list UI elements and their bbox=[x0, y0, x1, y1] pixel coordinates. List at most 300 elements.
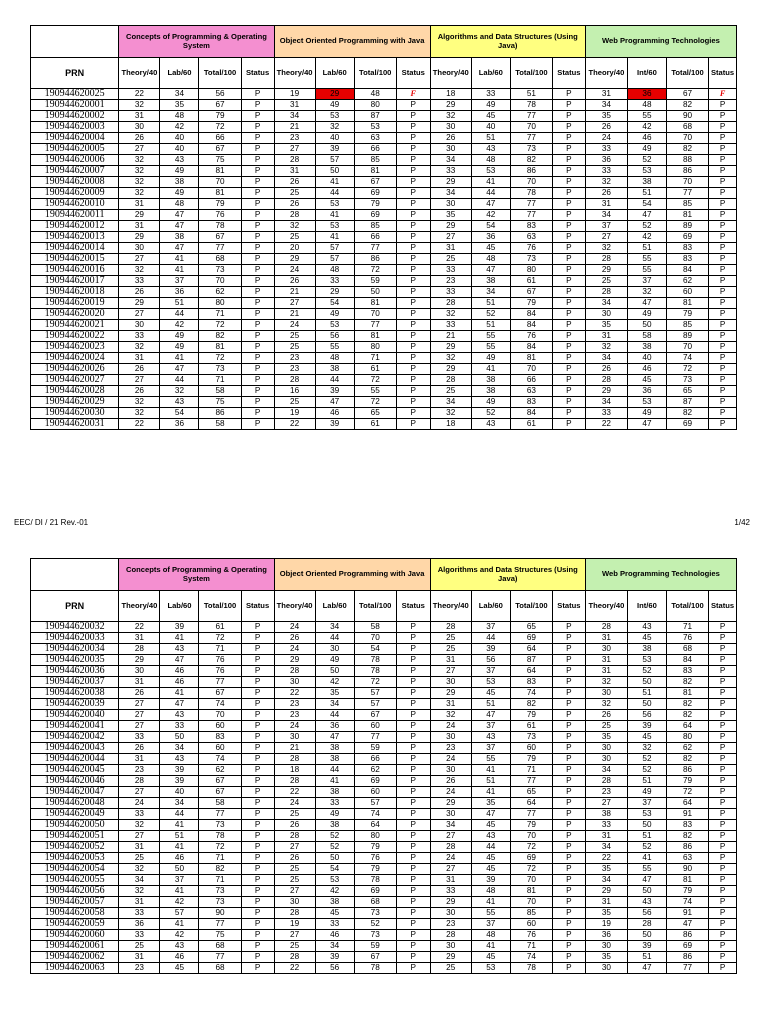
mark-cell: 49 bbox=[627, 787, 666, 798]
status-cell: P bbox=[241, 144, 274, 155]
results-table-top bbox=[30, 25, 737, 430]
mark-cell: 28 bbox=[274, 831, 315, 842]
mark-cell: 52 bbox=[354, 919, 396, 930]
mark-cell: 32 bbox=[430, 111, 471, 122]
mark-cell: 59 bbox=[354, 276, 396, 287]
mark-cell: 87 bbox=[666, 397, 708, 408]
mark-cell: 48 bbox=[160, 111, 199, 122]
col-header: Int/60 bbox=[627, 591, 666, 622]
mark-cell: 26 bbox=[274, 820, 315, 831]
mark-cell: 30 bbox=[274, 897, 315, 908]
mark-cell: 26 bbox=[119, 743, 160, 754]
prn-cell: 190944620032 bbox=[31, 622, 119, 633]
mark-cell: 77 bbox=[354, 732, 396, 743]
mark-cell: 29 bbox=[119, 232, 160, 243]
mark-cell: 31 bbox=[430, 655, 471, 666]
mark-cell: 52 bbox=[627, 221, 666, 232]
mark-cell: 46 bbox=[315, 930, 354, 941]
mark-cell: 40 bbox=[627, 353, 666, 364]
mark-cell: 83 bbox=[666, 666, 708, 677]
mark-cell: 36 bbox=[585, 155, 627, 166]
prn-cell: 190944620028 bbox=[31, 386, 119, 397]
mark-cell: 33 bbox=[430, 886, 471, 897]
mark-cell: 28 bbox=[585, 776, 627, 787]
mark-cell: 30 bbox=[119, 122, 160, 133]
mark-cell: 32 bbox=[430, 710, 471, 721]
mark-cell: 68 bbox=[199, 963, 241, 974]
mark-cell: 80 bbox=[354, 342, 396, 353]
mark-cell: 51 bbox=[160, 831, 199, 842]
mark-cell: 84 bbox=[510, 320, 552, 331]
status-cell: P bbox=[709, 765, 737, 776]
mark-cell: 73 bbox=[199, 820, 241, 831]
mark-cell: 80 bbox=[510, 265, 552, 276]
status-cell: P bbox=[709, 831, 737, 842]
mark-cell: 26 bbox=[119, 133, 160, 144]
mark-cell: 74 bbox=[666, 353, 708, 364]
mark-cell: 65 bbox=[510, 622, 552, 633]
mark-cell: 23 bbox=[274, 699, 315, 710]
mark-cell: 24 bbox=[430, 754, 471, 765]
mark-cell: 81 bbox=[510, 886, 552, 897]
mark-cell: 64 bbox=[510, 666, 552, 677]
mark-cell: 47 bbox=[160, 655, 199, 666]
status-cell: P bbox=[241, 622, 274, 633]
mark-cell: 30 bbox=[430, 122, 471, 133]
mark-cell: 43 bbox=[471, 144, 510, 155]
status-cell: P bbox=[709, 655, 737, 666]
mark-cell: 36 bbox=[471, 232, 510, 243]
mark-cell: 29 bbox=[274, 655, 315, 666]
status-cell: P bbox=[396, 287, 430, 298]
status-cell: P bbox=[552, 364, 585, 375]
mark-cell: 73 bbox=[666, 375, 708, 386]
status-cell: P bbox=[709, 375, 737, 386]
mark-cell: 24 bbox=[274, 622, 315, 633]
status-cell: P bbox=[552, 897, 585, 908]
mark-cell: 36 bbox=[160, 287, 199, 298]
status-cell: P bbox=[241, 408, 274, 419]
mark-cell: 30 bbox=[274, 732, 315, 743]
mark-cell: 25 bbox=[585, 276, 627, 287]
mark-cell: 27 bbox=[585, 798, 627, 809]
mark-cell: 82 bbox=[666, 710, 708, 721]
mark-cell: 64 bbox=[354, 820, 396, 831]
mark-cell: 52 bbox=[627, 765, 666, 776]
mark-cell: 44 bbox=[160, 309, 199, 320]
mark-cell: 43 bbox=[627, 897, 666, 908]
mark-cell: 32 bbox=[585, 699, 627, 710]
mark-cell: 74 bbox=[354, 809, 396, 820]
status-cell: P bbox=[396, 188, 430, 199]
mark-cell: 79 bbox=[354, 864, 396, 875]
mark-cell: 46 bbox=[627, 133, 666, 144]
mark-cell: 76 bbox=[199, 666, 241, 677]
mark-cell: 46 bbox=[160, 952, 199, 963]
status-cell: P bbox=[241, 133, 274, 144]
status-cell: P bbox=[241, 397, 274, 408]
table-row bbox=[31, 177, 737, 188]
mark-cell: 46 bbox=[160, 666, 199, 677]
mark-cell: 52 bbox=[471, 309, 510, 320]
status-cell: P bbox=[552, 655, 585, 666]
status-cell: P bbox=[709, 908, 737, 919]
mark-cell: 49 bbox=[315, 309, 354, 320]
mark-cell: 37 bbox=[471, 919, 510, 930]
mark-cell: 43 bbox=[160, 644, 199, 655]
col-header: Lab/60 bbox=[315, 58, 354, 89]
mark-cell: 39 bbox=[160, 765, 199, 776]
mark-cell: 82 bbox=[199, 864, 241, 875]
status-cell: P bbox=[552, 254, 585, 265]
mark-cell: 76 bbox=[510, 243, 552, 254]
mark-cell: 29 bbox=[119, 298, 160, 309]
mark-cell: 67 bbox=[199, 232, 241, 243]
mark-cell: 29 bbox=[119, 210, 160, 221]
mark-cell: 69 bbox=[354, 776, 396, 787]
subject-header-oopj: Object Oriented Programming with Java bbox=[274, 26, 430, 58]
mark-cell: 77 bbox=[199, 677, 241, 688]
mark-cell: 70 bbox=[354, 633, 396, 644]
mark-cell: 52 bbox=[315, 831, 354, 842]
status-cell: P bbox=[241, 287, 274, 298]
mark-cell: 29 bbox=[430, 100, 471, 111]
mark-cell: 32 bbox=[274, 221, 315, 232]
status-cell: P bbox=[241, 199, 274, 210]
subject-header-wpt: Web Programming Technologies bbox=[585, 559, 736, 591]
status-cell: P bbox=[709, 254, 737, 265]
mark-cell: 27 bbox=[430, 864, 471, 875]
mark-cell: 45 bbox=[471, 243, 510, 254]
status-cell: P bbox=[709, 232, 737, 243]
mark-cell: 79 bbox=[354, 199, 396, 210]
mark-cell: 51 bbox=[160, 298, 199, 309]
status-cell: P bbox=[241, 688, 274, 699]
status-cell: P bbox=[396, 386, 430, 397]
mark-cell: 28 bbox=[274, 210, 315, 221]
mark-cell: 41 bbox=[315, 177, 354, 188]
status-cell: P bbox=[709, 809, 737, 820]
mark-cell: 32 bbox=[119, 342, 160, 353]
mark-cell: 33 bbox=[119, 276, 160, 287]
mark-cell: 70 bbox=[666, 177, 708, 188]
mark-cell: 31 bbox=[585, 199, 627, 210]
status-cell: P bbox=[552, 908, 585, 919]
status-cell: P bbox=[241, 809, 274, 820]
mark-cell: 47 bbox=[471, 710, 510, 721]
mark-cell: 47 bbox=[471, 199, 510, 210]
mark-cell: 53 bbox=[471, 963, 510, 974]
mark-cell: 72 bbox=[199, 353, 241, 364]
mark-cell: 70 bbox=[510, 831, 552, 842]
mark-cell: 60 bbox=[354, 721, 396, 732]
mark-cell: 78 bbox=[354, 666, 396, 677]
mark-cell: 34 bbox=[160, 743, 199, 754]
mark-cell: 33 bbox=[119, 331, 160, 342]
mark-cell: 27 bbox=[119, 254, 160, 265]
mark-cell: 77 bbox=[510, 210, 552, 221]
mark-cell: 58 bbox=[199, 386, 241, 397]
status-cell: P bbox=[241, 155, 274, 166]
table-row bbox=[31, 364, 737, 375]
status-cell: P bbox=[396, 699, 430, 710]
mark-cell: 78 bbox=[199, 221, 241, 232]
mark-cell: 34 bbox=[315, 622, 354, 633]
status-cell: P bbox=[241, 743, 274, 754]
status-cell: P bbox=[241, 89, 274, 100]
col-header: Theory/40 bbox=[119, 591, 160, 622]
mark-cell: 73 bbox=[510, 732, 552, 743]
mark-cell: 85 bbox=[666, 199, 708, 210]
mark-cell: 70 bbox=[199, 710, 241, 721]
mark-cell: 77 bbox=[666, 188, 708, 199]
prn-cell: 190944620024 bbox=[31, 353, 119, 364]
mark-cell: 62 bbox=[354, 765, 396, 776]
mark-cell: 48 bbox=[471, 254, 510, 265]
mark-cell: 27 bbox=[119, 787, 160, 798]
status-cell: P bbox=[552, 298, 585, 309]
status-cell: F bbox=[396, 89, 430, 100]
mark-cell: 49 bbox=[160, 342, 199, 353]
mark-cell: 70 bbox=[666, 133, 708, 144]
mark-cell: 70 bbox=[510, 122, 552, 133]
mark-cell: 26 bbox=[274, 177, 315, 188]
mark-cell: 50 bbox=[315, 666, 354, 677]
mark-cell: 80 bbox=[354, 831, 396, 842]
mark-cell: 64 bbox=[666, 798, 708, 809]
status-cell: P bbox=[241, 111, 274, 122]
mark-cell: 81 bbox=[666, 688, 708, 699]
status-cell: P bbox=[241, 177, 274, 188]
prn-cell: 190944620036 bbox=[31, 666, 119, 677]
mark-cell: 38 bbox=[315, 754, 354, 765]
mark-cell: 38 bbox=[315, 787, 354, 798]
mark-cell: 44 bbox=[315, 633, 354, 644]
status-cell: P bbox=[396, 243, 430, 254]
mark-cell: 37 bbox=[471, 666, 510, 677]
col-header: Status bbox=[709, 591, 737, 622]
status-cell: P bbox=[396, 941, 430, 952]
mark-cell: 63 bbox=[666, 853, 708, 864]
col-header: Lab/60 bbox=[315, 591, 354, 622]
mark-cell: 54 bbox=[315, 864, 354, 875]
mark-cell: 49 bbox=[471, 100, 510, 111]
mark-cell: 82 bbox=[666, 408, 708, 419]
mark-cell: 70 bbox=[199, 276, 241, 287]
table-row bbox=[31, 754, 737, 765]
mark-cell: 51 bbox=[471, 776, 510, 787]
table-row bbox=[31, 963, 737, 974]
mark-cell: 29 bbox=[315, 287, 354, 298]
mark-cell: 31 bbox=[119, 952, 160, 963]
mark-cell: 32 bbox=[119, 820, 160, 831]
mark-cell: 79 bbox=[199, 111, 241, 122]
prn-cell: 190944620021 bbox=[31, 320, 119, 331]
mark-cell: 90 bbox=[666, 864, 708, 875]
mark-cell: 41 bbox=[160, 353, 199, 364]
mark-cell: 43 bbox=[160, 941, 199, 952]
status-cell: P bbox=[709, 732, 737, 743]
table-row bbox=[31, 710, 737, 721]
mark-cell: 27 bbox=[274, 930, 315, 941]
mark-cell: 32 bbox=[119, 864, 160, 875]
mark-cell: 27 bbox=[119, 721, 160, 732]
mark-cell: 26 bbox=[119, 688, 160, 699]
page-number: 1/42 bbox=[734, 518, 750, 527]
mark-cell: 31 bbox=[119, 842, 160, 853]
prn-cell: 190944620025 bbox=[31, 89, 119, 100]
mark-cell: 22 bbox=[119, 89, 160, 100]
status-cell: P bbox=[241, 375, 274, 386]
mark-cell: 30 bbox=[119, 320, 160, 331]
mark-cell: 37 bbox=[471, 743, 510, 754]
status-cell: P bbox=[241, 210, 274, 221]
status-cell: P bbox=[241, 254, 274, 265]
status-cell: P bbox=[552, 952, 585, 963]
mark-cell: 51 bbox=[627, 188, 666, 199]
mark-cell: 41 bbox=[160, 688, 199, 699]
table-row bbox=[31, 386, 737, 397]
table-row bbox=[31, 111, 737, 122]
status-cell: P bbox=[241, 221, 274, 232]
mark-cell: 29 bbox=[430, 342, 471, 353]
status-cell: P bbox=[396, 155, 430, 166]
status-cell: P bbox=[552, 919, 585, 930]
status-cell: P bbox=[709, 419, 737, 430]
mark-cell: 62 bbox=[199, 287, 241, 298]
mark-cell: 47 bbox=[627, 210, 666, 221]
mark-cell: 38 bbox=[627, 644, 666, 655]
mark-cell: 72 bbox=[510, 842, 552, 853]
status-cell: P bbox=[552, 743, 585, 754]
mark-cell: 25 bbox=[274, 941, 315, 952]
status-cell: P bbox=[241, 232, 274, 243]
mark-cell: 27 bbox=[119, 710, 160, 721]
col-header: Status bbox=[396, 591, 430, 622]
mark-cell: 23 bbox=[430, 743, 471, 754]
col-header: Theory/40 bbox=[430, 58, 471, 89]
mark-cell: 56 bbox=[471, 655, 510, 666]
mark-cell: 35 bbox=[585, 864, 627, 875]
mark-cell: 28 bbox=[274, 952, 315, 963]
mark-cell: 81 bbox=[199, 342, 241, 353]
status-cell: P bbox=[552, 265, 585, 276]
col-header: Total/100 bbox=[199, 58, 241, 89]
table-row bbox=[31, 919, 737, 930]
mark-cell: 56 bbox=[315, 963, 354, 974]
mark-cell: 32 bbox=[119, 408, 160, 419]
mark-cell: 69 bbox=[354, 886, 396, 897]
status-cell: P bbox=[241, 243, 274, 254]
mark-cell: 19 bbox=[274, 89, 315, 100]
mark-cell: 32 bbox=[430, 353, 471, 364]
status-cell: P bbox=[709, 622, 737, 633]
status-cell: P bbox=[241, 897, 274, 908]
mark-cell: 68 bbox=[666, 122, 708, 133]
mark-cell: 70 bbox=[510, 364, 552, 375]
mark-cell: 32 bbox=[585, 677, 627, 688]
mark-cell: 29 bbox=[430, 897, 471, 908]
mark-cell: 29 bbox=[315, 89, 354, 100]
mark-cell: 71 bbox=[666, 622, 708, 633]
mark-cell: 83 bbox=[666, 254, 708, 265]
mark-cell: 39 bbox=[627, 941, 666, 952]
mark-cell: 78 bbox=[510, 188, 552, 199]
mark-cell: 29 bbox=[585, 886, 627, 897]
mark-cell: 57 bbox=[160, 908, 199, 919]
table-row bbox=[31, 633, 737, 644]
status-cell: P bbox=[241, 699, 274, 710]
mark-cell: 38 bbox=[471, 276, 510, 287]
mark-cell: 72 bbox=[354, 375, 396, 386]
mark-cell: 66 bbox=[354, 232, 396, 243]
mark-cell: 76 bbox=[199, 210, 241, 221]
mark-cell: 32 bbox=[119, 177, 160, 188]
mark-cell: 82 bbox=[666, 699, 708, 710]
mark-cell: 47 bbox=[160, 243, 199, 254]
mark-cell: 29 bbox=[430, 688, 471, 699]
status-cell: P bbox=[552, 100, 585, 111]
mark-cell: 23 bbox=[274, 133, 315, 144]
mark-cell: 42 bbox=[160, 897, 199, 908]
mark-cell: 43 bbox=[160, 397, 199, 408]
mark-cell: 45 bbox=[471, 853, 510, 864]
mark-cell: 69 bbox=[510, 853, 552, 864]
table-row bbox=[31, 100, 737, 111]
mark-cell: 28 bbox=[430, 930, 471, 941]
mark-cell: 33 bbox=[430, 166, 471, 177]
table-row bbox=[31, 941, 737, 952]
mark-cell: 25 bbox=[274, 809, 315, 820]
mark-cell: 52 bbox=[471, 408, 510, 419]
status-cell: P bbox=[241, 309, 274, 320]
mark-cell: 79 bbox=[666, 776, 708, 787]
status-cell: P bbox=[241, 166, 274, 177]
mark-cell: 47 bbox=[160, 364, 199, 375]
col-header: Theory/40 bbox=[274, 58, 315, 89]
mark-cell: 77 bbox=[199, 809, 241, 820]
mark-cell: 61 bbox=[510, 276, 552, 287]
mark-cell: 60 bbox=[510, 743, 552, 754]
col-header: Theory/40 bbox=[119, 58, 160, 89]
table-row bbox=[31, 122, 737, 133]
prn-cell: 190944620029 bbox=[31, 397, 119, 408]
status-cell: P bbox=[709, 699, 737, 710]
status-cell: P bbox=[396, 133, 430, 144]
form-reference: EEC/ DI / 21 Rev.-01 bbox=[14, 518, 89, 527]
mark-cell: 89 bbox=[666, 331, 708, 342]
status-cell: P bbox=[709, 210, 737, 221]
status-cell: P bbox=[396, 820, 430, 831]
prn-cell: 190944620051 bbox=[31, 831, 119, 842]
status-cell: P bbox=[241, 952, 274, 963]
status-cell: P bbox=[396, 309, 430, 320]
mark-cell: 32 bbox=[430, 309, 471, 320]
mark-cell: 33 bbox=[315, 919, 354, 930]
mark-cell: 52 bbox=[627, 666, 666, 677]
mark-cell: 76 bbox=[199, 655, 241, 666]
mark-cell: 54 bbox=[160, 408, 199, 419]
status-cell: P bbox=[396, 721, 430, 732]
status-cell: P bbox=[709, 177, 737, 188]
mark-cell: 68 bbox=[354, 897, 396, 908]
mark-cell: 70 bbox=[510, 897, 552, 908]
mark-cell: 30 bbox=[274, 677, 315, 688]
mark-cell: 21 bbox=[430, 331, 471, 342]
mark-cell: 27 bbox=[274, 842, 315, 853]
table-row bbox=[31, 655, 737, 666]
status-cell: P bbox=[396, 342, 430, 353]
